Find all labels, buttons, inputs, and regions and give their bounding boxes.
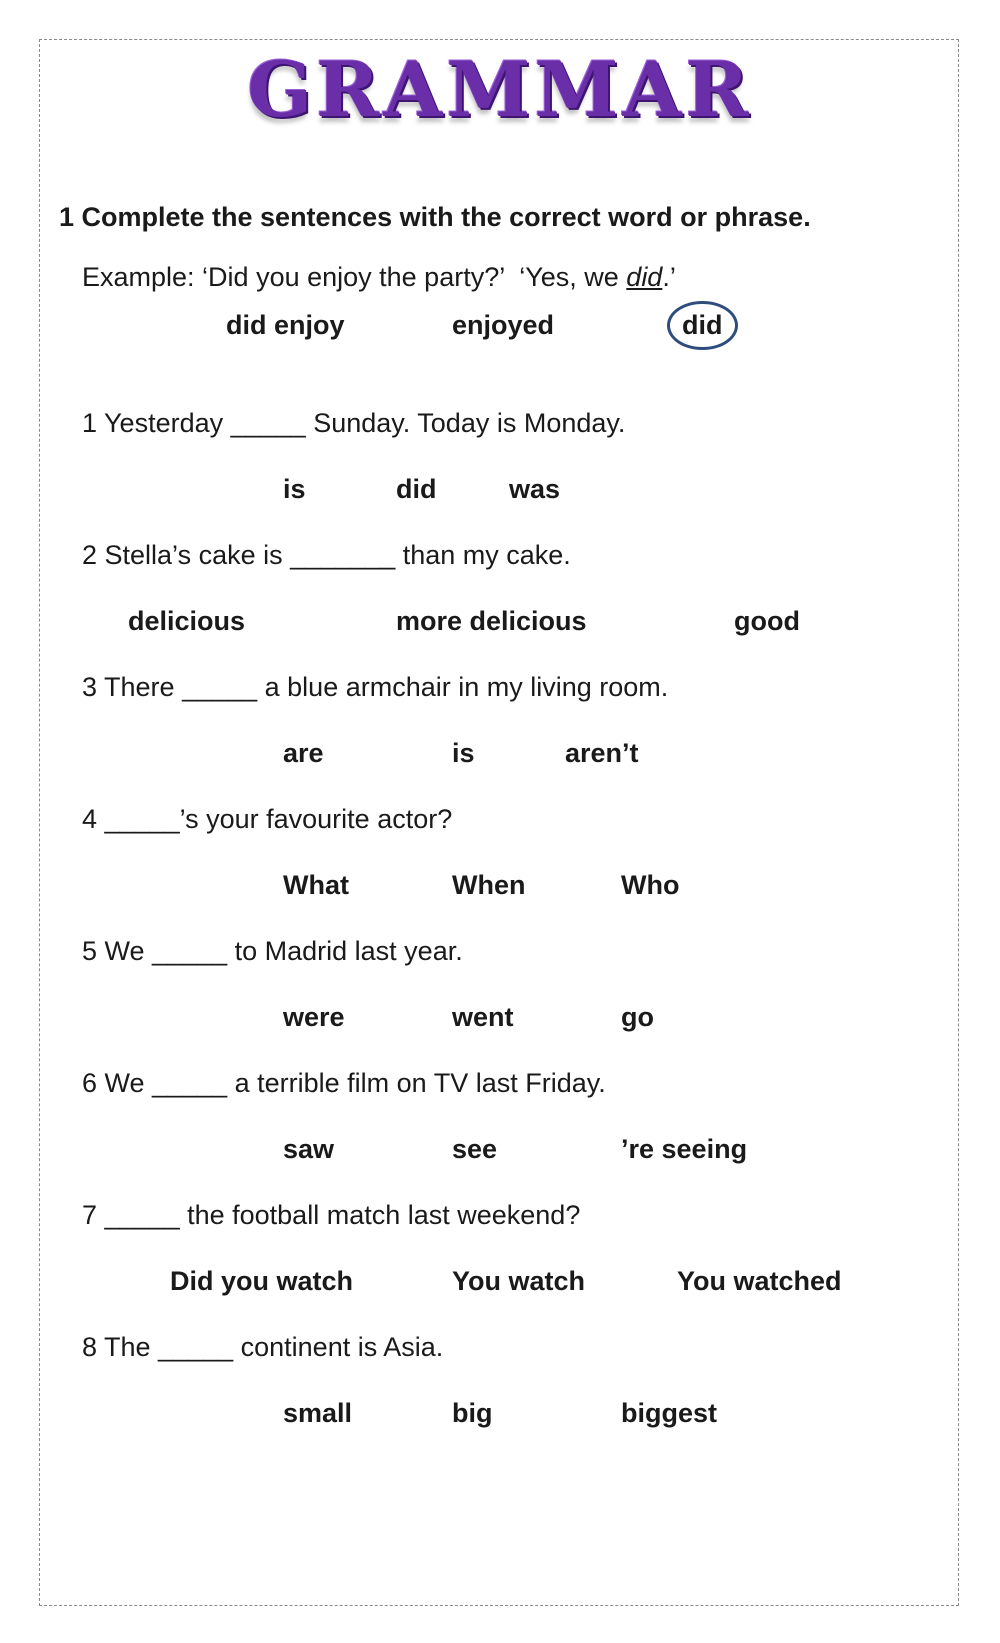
question-7-option-3[interactable]: You watched <box>677 1266 842 1296</box>
question-3-sentence: 3 There _____ a blue armchair in my living room. <box>82 672 669 702</box>
question-3-option-1[interactable]: are <box>283 738 324 768</box>
question-2-sentence: 2 Stella’s cake is _______ than my cake. <box>82 540 571 570</box>
question-5-option-1[interactable]: were <box>283 1002 345 1032</box>
question-6-sentence: 6 We _____ a terrible film on TV last Friday. <box>82 1068 606 1098</box>
question-1-option-3[interactable]: was <box>509 474 561 504</box>
question-4-option-3[interactable]: Who <box>621 870 680 900</box>
question-2-option-1[interactable]: delicious <box>128 606 246 636</box>
question-8-option-3[interactable]: biggest <box>621 1398 718 1428</box>
question-4-sentence: 4 _____’s your favourite actor? <box>82 804 453 834</box>
question-8-option-2[interactable]: big <box>452 1398 493 1428</box>
question-3-option-3[interactable]: aren’t <box>565 738 639 768</box>
question-5-option-3[interactable]: go <box>621 1002 654 1032</box>
question-2-option-2[interactable]: more delicious <box>396 606 587 636</box>
question-2-option-3[interactable]: good <box>734 606 800 636</box>
question-3-option-2[interactable]: is <box>452 738 475 768</box>
question-4-option-1[interactable]: What <box>283 870 349 900</box>
question-6-option-1[interactable]: saw <box>283 1134 335 1164</box>
question-5-sentence: 5 We _____ to Madrid last year. <box>82 936 463 966</box>
question-7-option-1[interactable]: Did you watch <box>170 1266 354 1296</box>
question-6-option-2[interactable]: see <box>452 1134 498 1164</box>
question-1-option-2[interactable]: did <box>396 474 437 504</box>
example-answer-word: did <box>626 262 663 292</box>
example-sentence <box>82 262 676 293</box>
question-8-sentence: 8 The _____ continent is Asia. <box>82 1332 444 1362</box>
example-suffix: .’ <box>662 262 676 292</box>
question-7-option-2[interactable]: You watch <box>452 1266 586 1296</box>
question-1-sentence: 1 Yesterday _____ Sunday. Today is Monday. <box>82 408 626 438</box>
example-prefix: Example: ‘Did you enjoy the party?’ ‘Yes, we <box>82 262 627 292</box>
question-7-sentence: 7 _____ the football match last weekend? <box>82 1200 581 1230</box>
question-4-option-2[interactable]: When <box>452 870 526 900</box>
question-6-option-3[interactable]: ’re seeing <box>621 1134 748 1164</box>
example-option-2: enjoyed <box>452 310 555 340</box>
worksheet-title: GRAMMAR <box>247 45 753 134</box>
example-option-circled: did <box>667 301 738 350</box>
example-option-1: did enjoy <box>226 310 345 340</box>
question-1-option-1[interactable]: is <box>283 474 306 504</box>
question-8-option-1[interactable]: small <box>283 1398 353 1428</box>
exercise-instruction: 1 Complete the sentences with the correct word or phrase. <box>59 202 811 232</box>
question-5-option-2[interactable]: went <box>452 1002 514 1032</box>
